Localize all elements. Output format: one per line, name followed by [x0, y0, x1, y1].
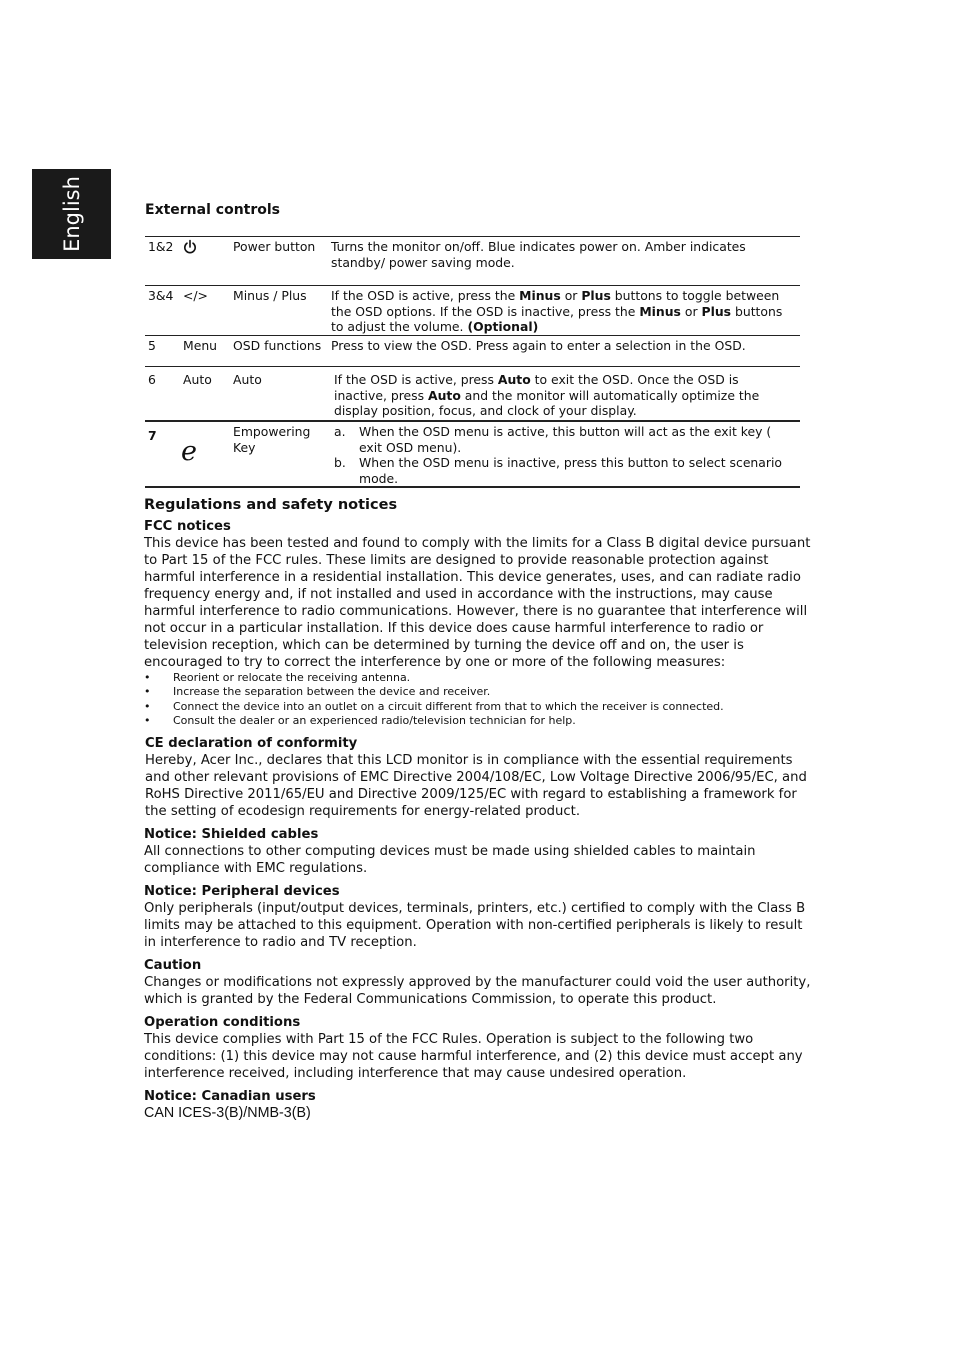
operation-conditions-heading: Operation conditions	[144, 1014, 301, 1030]
caution-heading: Caution	[144, 957, 202, 973]
peripheral-devices-body: Only peripherals (input/output devices, terminals, printers, etc.) certified to comply with the Class B limits may be attached to this equipment. Operation with non-certified peripherals is likely to result in interference to radio and TV reception.	[144, 900, 806, 950]
controls-row-auto	[145, 366, 800, 420]
fcc-heading: FCC notices	[144, 519, 231, 534]
controls-row-minus-plus	[145, 285, 800, 335]
auto-button-label: Auto	[183, 372, 212, 387]
minus-plus-icon: </>	[183, 288, 208, 303]
step-text: When the OSD menu is active, this button will act as the exit key ( exit OSD menu).	[359, 424, 772, 455]
step-marker: b.	[334, 455, 346, 470]
list-item	[144, 671, 816, 685]
operation-conditions-body: This device complies with Part 15 of the FCC Rules. Operation is subject to the following two conditions: (1) this device may not cause harmful interference, and (2) this device must accept any interference received, including interference that may cause undesired operation.	[144, 1031, 803, 1081]
empowering-steps	[331, 424, 794, 486]
bullet: •	[144, 671, 151, 684]
language-tab-label: English	[59, 176, 84, 252]
controls-row-power	[145, 236, 800, 285]
control-number: 5	[148, 338, 156, 353]
fcc-body: This device has been tested and found to comply with the limits for a Class B digital device pursuant to Part 15 of the FCC rules. These limits are designed to provide reasonable protection against harmful interference in a residential installation. This device generates, uses, and can radiate radio frequency energy and, if not installed and used in accordance with the instructions, may cause harmful interference to radio communications. However, there is no guarantee that interference will not occur in a particular installation. If this device does cause harmful interference to radio or television reception, which can be determined by turning the device off and on, the user is encouraged to try to correct the interference by one or more of the following measures:	[144, 536, 811, 670]
menu-button-label: Menu	[183, 338, 218, 353]
control-number: 3&4	[148, 288, 174, 303]
regulations-title: Regulations and safety notices	[144, 497, 398, 513]
canadian-users-body: CAN ICES-3(B)/NMB-3(B)	[144, 1104, 311, 1121]
list-item	[331, 424, 794, 455]
fcc-measures-list	[144, 671, 816, 729]
control-name: Auto	[233, 372, 262, 387]
ce-heading: CE declaration of conformity	[145, 735, 358, 751]
control-description: If the OSD is active, press Auto to exit the OSD. Once the OSD is inactive, press Auto and the monitor will automatically optimize the display position, focus, and clock of your display.	[334, 372, 760, 418]
control-name: Empowering Key	[233, 424, 311, 455]
control-name: OSD functions	[233, 338, 322, 353]
control-description: Press to view the OSD. Press again to enter a selection in the OSD.	[331, 338, 746, 353]
external-controls-title: External controls	[145, 202, 281, 218]
bullet: •	[144, 699, 151, 713]
bullet: •	[144, 714, 151, 728]
empowering-e-icon: e	[181, 436, 197, 467]
peripheral-devices-heading: Notice: Peripheral devices	[144, 883, 340, 899]
control-name: Power button	[233, 239, 316, 254]
list-item	[331, 455, 794, 486]
external-controls-table	[145, 236, 800, 488]
control-number: 7	[148, 428, 157, 443]
canadian-users-heading: Notice: Canadian users	[144, 1088, 316, 1104]
control-number: 6	[148, 372, 156, 387]
control-description: Turns the monitor on/off. Blue indicates power on. Amber indicates standby/ power saving mode.	[331, 239, 746, 270]
list-item	[144, 700, 816, 714]
bullet-text: Connect the device into an outlet on a circuit different from that to which the receiver is connected.	[173, 699, 724, 713]
shielded-cables-heading: Notice: Shielded cables	[144, 826, 319, 842]
control-number: 1&2	[148, 239, 174, 254]
language-tab	[32, 169, 111, 259]
bullet: •	[144, 685, 151, 699]
control-description: If the OSD is active, press the Minus or Plus buttons to toggle between the OSD options. If the OSD is inactive, press the Minus or Plus buttons to adjust the volume. (Optional)	[331, 288, 783, 334]
bullet-text: Increase the separation between the device and receiver.	[173, 685, 491, 699]
list-item	[144, 685, 816, 699]
controls-row-empowering	[145, 420, 800, 488]
caution-body: Changes or modifications not expressly approved by the manufacturer could void the user authority, which is granted by the Federal Communications Commission, to operate this product.	[144, 974, 811, 1007]
list-item	[144, 714, 816, 728]
ce-body: Hereby, Acer Inc., declares that this LCD monitor is in compliance with the essential requirements and other relevant provisions of EMC Directive 2004/108/EC, Low Voltage Directive 2006/95/EC, and RoHS Directive 2011/65/EU and Directive 2009/125/EC with regard to establishing a framework for the setting of ecodesign requirements for energy-related product.	[145, 752, 807, 819]
step-text: When the OSD menu is inactive, press this button to select scenario mode.	[359, 455, 782, 486]
bullet-text: Consult the dealer or an experienced radio/television technician for help.	[173, 714, 576, 728]
bullet-text: Reorient or relocate the receiving antenna.	[173, 671, 411, 684]
shielded-cables-body: All connections to other computing devices must be made using shielded cables to maintain compliance with EMC regulations.	[144, 843, 756, 876]
step-marker: a.	[334, 424, 346, 439]
power-icon	[182, 239, 198, 255]
regulations-section	[144, 497, 816, 1122]
control-name: Minus / Plus	[233, 288, 307, 303]
controls-row-menu	[145, 335, 800, 366]
